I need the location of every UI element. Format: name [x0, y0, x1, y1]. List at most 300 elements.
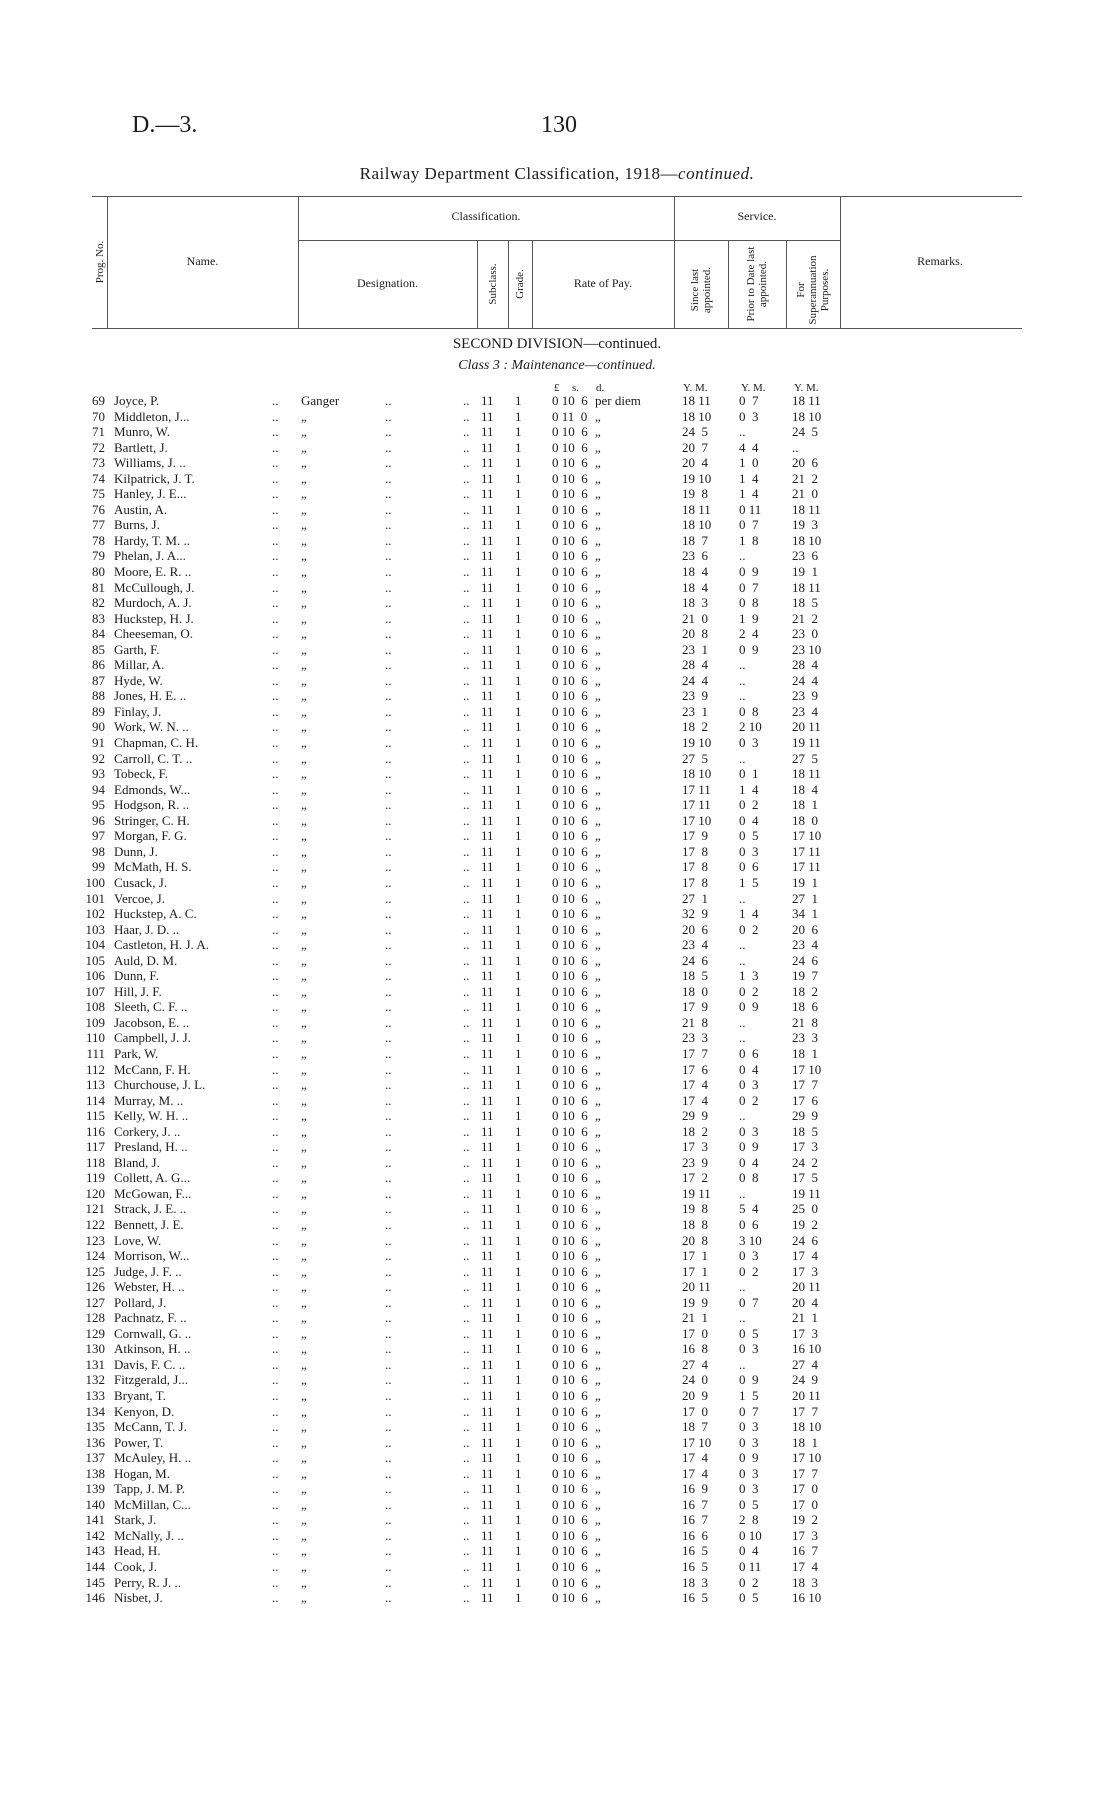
- leader-dots: ..: [272, 517, 279, 533]
- since-last-appointed: 28 4: [682, 657, 708, 673]
- table-row: [0, 1419, 1114, 1435]
- prior-to-date: 0 7: [739, 1294, 759, 1310]
- rate-of-pay: 0 10 6: [552, 688, 588, 704]
- leader-dots: ..: [463, 1325, 470, 1341]
- pay-period: „: [595, 641, 601, 657]
- prog-no: 108: [85, 999, 105, 1015]
- leader-dots: ..: [272, 906, 279, 922]
- designation: „: [301, 1372, 307, 1388]
- leader-dots: ..: [385, 1419, 392, 1435]
- designation: „: [301, 408, 307, 424]
- table-row: [0, 1481, 1114, 1497]
- leader-dots: ..: [463, 859, 470, 875]
- table-row: [0, 517, 1114, 533]
- rate-of-pay: 0 10 6: [552, 1279, 588, 1295]
- subclass: 11: [481, 1481, 494, 1497]
- pay-period: „: [595, 1559, 601, 1575]
- designation: „: [301, 470, 307, 486]
- subclass: 11: [481, 1077, 494, 1093]
- staff-name: Moore, E. R. ..: [114, 564, 192, 580]
- superannuation-service: 17 4: [792, 1559, 818, 1575]
- staff-name: Nisbet, J.: [114, 1590, 163, 1606]
- prior-to-date: 2 4: [739, 626, 759, 642]
- pay-period: „: [595, 906, 601, 922]
- grade: 1: [515, 1310, 522, 1326]
- since-last-appointed: 21 0: [682, 610, 708, 626]
- leader-dots: ..: [385, 890, 392, 906]
- leader-dots: ..: [463, 735, 470, 751]
- table-row: [0, 1201, 1114, 1217]
- rate-of-pay: 0 10 6: [552, 1216, 588, 1232]
- leader-dots: ..: [272, 1543, 279, 1559]
- grade: 1: [515, 766, 522, 782]
- rate-of-pay: 0 10 6: [552, 1077, 588, 1093]
- leader-dots: ..: [385, 1077, 392, 1093]
- since-last-appointed: 20 4: [682, 455, 708, 471]
- table-row: [0, 1046, 1114, 1062]
- superannuation-service: 24 5: [792, 424, 818, 440]
- table-row: [0, 657, 1114, 673]
- leader-dots: ..: [272, 1512, 279, 1528]
- leader-dots: ..: [272, 641, 279, 657]
- prog-no: 71: [92, 424, 105, 440]
- rate-of-pay: 0 10 6: [552, 439, 588, 455]
- prog-no: 109: [85, 1014, 105, 1030]
- prog-no: 111: [86, 1045, 105, 1061]
- leader-dots: ..: [272, 1310, 279, 1326]
- leader-dots: ..: [385, 1232, 392, 1248]
- rate-of-pay: 0 10 6: [552, 812, 588, 828]
- table-row: [0, 673, 1114, 689]
- superannuation-service: 18 10: [792, 1419, 822, 1435]
- prior-to-date: 1 3: [739, 968, 759, 984]
- prior-to-date: 0 4: [739, 1061, 759, 1077]
- superannuation-service: 18 4: [792, 781, 818, 797]
- prior-to-date: ..: [739, 672, 746, 688]
- grade: 1: [515, 1559, 522, 1575]
- superannuation-service: 21 2: [792, 470, 818, 486]
- leader-dots: ..: [385, 859, 392, 875]
- subclass: 11: [481, 393, 494, 408]
- leader-dots: ..: [272, 1154, 279, 1170]
- table-row: [0, 1015, 1114, 1031]
- superannuation-service: 18 6: [792, 999, 818, 1015]
- pay-period: „: [595, 843, 601, 859]
- leader-dots: ..: [385, 1014, 392, 1030]
- leader-dots: ..: [272, 1030, 279, 1046]
- designation: „: [301, 952, 307, 968]
- since-last-appointed: 20 6: [682, 921, 708, 937]
- staff-name: Tobeck, F.: [114, 766, 169, 782]
- prior-to-date: 0 2: [739, 921, 759, 937]
- subclass: 11: [481, 1574, 494, 1590]
- leader-dots: ..: [272, 408, 279, 424]
- table-row: [0, 1575, 1114, 1591]
- since-last-appointed: 16 9: [682, 1481, 708, 1497]
- since-last-appointed: 18 7: [682, 532, 708, 548]
- leader-dots: ..: [463, 1108, 470, 1124]
- since-last-appointed: 17 0: [682, 1325, 708, 1341]
- since-last-appointed: 16 7: [682, 1512, 708, 1528]
- grade: 1: [515, 1512, 522, 1528]
- prior-to-date: 0 3: [739, 1434, 759, 1450]
- table-row: [0, 455, 1114, 471]
- rate-of-pay: 0 11 0: [552, 408, 588, 424]
- prog-no: 142: [85, 1527, 105, 1543]
- prior-to-date: ..: [739, 424, 746, 440]
- designation: „: [301, 999, 307, 1015]
- grade: 1: [515, 501, 522, 517]
- rate-of-pay: 0 10 6: [552, 610, 588, 626]
- subclass: 11: [481, 999, 494, 1015]
- leader-dots: ..: [463, 1154, 470, 1170]
- leader-dots: ..: [463, 1045, 470, 1061]
- grade: 1: [515, 843, 522, 859]
- leader-dots: ..: [385, 688, 392, 704]
- prog-no: 132: [85, 1372, 105, 1388]
- leader-dots: ..: [272, 1403, 279, 1419]
- prog-no: 87: [92, 672, 105, 688]
- pay-period: „: [595, 1030, 601, 1046]
- superannuation-heading: For Superannuation Purposes.: [795, 255, 831, 325]
- grade: 1: [515, 703, 522, 719]
- leader-dots: ..: [463, 1543, 470, 1559]
- leader-dots: ..: [272, 1559, 279, 1575]
- staff-name: Pollard, J.: [114, 1294, 167, 1310]
- leader-dots: ..: [385, 1527, 392, 1543]
- leader-dots: ..: [463, 1232, 470, 1248]
- subclass: 11: [481, 843, 494, 859]
- rate-of-pay: 0 10 6: [552, 501, 588, 517]
- rate-of-pay: 0 10 6: [552, 548, 588, 564]
- superannuation-service: 19 11: [792, 735, 821, 751]
- designation: „: [301, 1310, 307, 1326]
- designation: „: [301, 1061, 307, 1077]
- pay-period: „: [595, 1512, 601, 1528]
- prior-to-date-heading: Prior to Date last appointed.: [745, 246, 769, 322]
- leader-dots: ..: [272, 1108, 279, 1124]
- staff-name: Perry, R. J. ..: [114, 1574, 182, 1590]
- leader-dots: ..: [385, 1216, 392, 1232]
- leader-dots: ..: [272, 952, 279, 968]
- table-row: [0, 1435, 1114, 1451]
- subclass: 11: [481, 439, 494, 455]
- leader-dots: ..: [463, 828, 470, 844]
- pay-period: „: [595, 1450, 601, 1466]
- staff-name: Murray, M. ..: [114, 1092, 184, 1108]
- pay-period: „: [595, 735, 601, 751]
- staff-name: Munro, W.: [114, 424, 170, 440]
- designation: „: [301, 937, 307, 953]
- superannuation-service: 17 6: [792, 1092, 818, 1108]
- staff-name: McMillan, C...: [114, 1496, 191, 1512]
- leader-dots: ..: [385, 610, 392, 626]
- table-row: [0, 1326, 1114, 1342]
- pay-period: „: [595, 874, 601, 890]
- pay-period: „: [595, 1201, 601, 1217]
- leader-dots: ..: [385, 1045, 392, 1061]
- staff-name: Williams, J. ..: [114, 455, 186, 471]
- leader-dots: ..: [385, 1201, 392, 1217]
- pay-period: „: [595, 1543, 601, 1559]
- designation: „: [301, 750, 307, 766]
- leader-dots: ..: [272, 812, 279, 828]
- designation: „: [301, 906, 307, 922]
- prior-to-date: 0 3: [739, 1341, 759, 1357]
- rate-of-pay: 0 10 6: [552, 781, 588, 797]
- staff-name: Strack, J. E. ..: [114, 1201, 187, 1217]
- subclass: 11: [481, 906, 494, 922]
- grade: 1: [515, 564, 522, 580]
- subclass: 11: [481, 626, 494, 642]
- table-row: [0, 564, 1114, 580]
- table-row: [0, 595, 1114, 611]
- since-last-appointed: 32 9: [682, 906, 708, 922]
- grade: 1: [515, 657, 522, 673]
- subclass: 11: [481, 766, 494, 782]
- staff-name: Tapp, J. M. P.: [114, 1481, 185, 1497]
- rate-of-pay: 0 10 6: [552, 843, 588, 859]
- since-last-appointed: 18 10: [682, 766, 712, 782]
- pay-period: „: [595, 688, 601, 704]
- table-row: [0, 1155, 1114, 1171]
- prog-no: 128: [85, 1310, 105, 1326]
- leader-dots: ..: [463, 657, 470, 673]
- since-last-appointed: 19 8: [682, 486, 708, 502]
- prog-no: 101: [85, 890, 105, 906]
- leader-dots: ..: [385, 1170, 392, 1186]
- col-divider-8: [786, 240, 787, 328]
- leader-dots: ..: [385, 812, 392, 828]
- pay-period: „: [595, 564, 601, 580]
- superannuation-service: 27 1: [792, 890, 818, 906]
- superannuation-service: 18 10: [792, 532, 822, 548]
- leader-dots: ..: [272, 1263, 279, 1279]
- subclass: 11: [481, 781, 494, 797]
- designation: „: [301, 1590, 307, 1606]
- leader-dots: ..: [272, 1248, 279, 1264]
- prior-to-date: ..: [739, 657, 746, 673]
- leader-dots: ..: [463, 1077, 470, 1093]
- leader-dots: ..: [463, 424, 470, 440]
- prog-no: 99: [92, 859, 105, 875]
- grade: 1: [515, 890, 522, 906]
- superannuation-service: 18 3: [792, 1574, 818, 1590]
- prior-to-date: 1 8: [739, 532, 759, 548]
- grade: 1: [515, 1139, 522, 1155]
- pay-period: „: [595, 1496, 601, 1512]
- prior-to-date: 0 2: [739, 1263, 759, 1279]
- grade: 1: [515, 1527, 522, 1543]
- staff-name: Stringer, C. H.: [114, 812, 190, 828]
- table-row: [0, 1543, 1114, 1559]
- rate-of-pay: 0 10 6: [552, 1201, 588, 1217]
- subclass: 11: [481, 532, 494, 548]
- superannuation-service: 24 9: [792, 1372, 818, 1388]
- since-last-appointed: 21 1: [682, 1310, 708, 1326]
- designation: „: [301, 1170, 307, 1186]
- leader-dots: ..: [463, 719, 470, 735]
- grade: 1: [515, 1279, 522, 1295]
- leader-dots: ..: [385, 486, 392, 502]
- table-row: [0, 1388, 1114, 1404]
- prog-no: 102: [85, 906, 105, 922]
- superannuation-service: 17 7: [792, 1403, 818, 1419]
- grade: 1: [515, 1356, 522, 1372]
- prior-to-date: 0 3: [739, 1248, 759, 1264]
- pay-period: „: [595, 1434, 601, 1450]
- designation: „: [301, 968, 307, 984]
- classification-heading: Classification.: [451, 209, 521, 223]
- grade: 1: [515, 812, 522, 828]
- leader-dots: ..: [463, 843, 470, 859]
- rate-of-pay: 0 10 6: [552, 1045, 588, 1061]
- pay-period: „: [595, 1419, 601, 1435]
- grade: 1: [515, 1496, 522, 1512]
- table-row: [0, 937, 1114, 953]
- superannuation-service: 17 10: [792, 1450, 822, 1466]
- designation: „: [301, 564, 307, 580]
- staff-name: Bland, J.: [114, 1154, 160, 1170]
- pay-period: „: [595, 781, 601, 797]
- leader-dots: ..: [272, 1294, 279, 1310]
- staff-name: Love, W.: [114, 1232, 162, 1248]
- rate-of-pay: 0 10 6: [552, 1092, 588, 1108]
- designation: „: [301, 657, 307, 673]
- subclass: 11: [481, 1045, 494, 1061]
- staff-name: Dunn, F.: [114, 968, 159, 984]
- superannuation-service: 19 3: [792, 517, 818, 533]
- prior-to-date: 0 9: [739, 1450, 759, 1466]
- subclass: 11: [481, 470, 494, 486]
- superannuation-service: 18 10: [792, 408, 822, 424]
- prog-no: 81: [92, 579, 105, 595]
- pay-period: „: [595, 952, 601, 968]
- superannuation-service: 17 3: [792, 1139, 818, 1155]
- since-last-appointed: 19 10: [682, 735, 712, 751]
- grade: 1: [515, 1543, 522, 1559]
- prior-to-date: 0 7: [739, 393, 759, 408]
- rate-of-pay: 0 10 6: [552, 906, 588, 922]
- leader-dots: ..: [272, 1496, 279, 1512]
- rate-of-pay: 0 10 6: [552, 983, 588, 999]
- subclass: 11: [481, 1310, 494, 1326]
- leader-dots: ..: [463, 595, 470, 611]
- leader-dots: ..: [272, 1061, 279, 1077]
- since-last-appointed: 18 10: [682, 517, 712, 533]
- prior-to-date: 1 4: [739, 486, 759, 502]
- staff-name: Webster, H. ..: [114, 1279, 185, 1295]
- leader-dots: ..: [272, 750, 279, 766]
- leader-dots: ..: [272, 579, 279, 595]
- rate-of-pay: 0 10 6: [552, 921, 588, 937]
- leader-dots: ..: [272, 595, 279, 611]
- prog-no: 84: [92, 626, 105, 642]
- leader-dots: ..: [463, 1481, 470, 1497]
- prog-no: 97: [92, 828, 105, 844]
- prog-no: 116: [85, 1123, 105, 1139]
- table-row: [0, 1497, 1114, 1513]
- leader-dots: ..: [385, 393, 392, 408]
- table-row: [0, 751, 1114, 767]
- prior-to-date: 0 5: [739, 1496, 759, 1512]
- since-last-appointed: 16 5: [682, 1559, 708, 1575]
- pay-period: „: [595, 1325, 601, 1341]
- leader-dots: ..: [463, 1263, 470, 1279]
- leader-dots: ..: [463, 906, 470, 922]
- leader-dots: ..: [272, 999, 279, 1015]
- leader-dots: ..: [385, 439, 392, 455]
- subclass: 11: [481, 1092, 494, 1108]
- grade: 1: [515, 1590, 522, 1606]
- table-row: [0, 859, 1114, 875]
- subclass: 11: [481, 548, 494, 564]
- table-row: [0, 1139, 1114, 1155]
- leader-dots: ..: [272, 1356, 279, 1372]
- prior-to-date: 2 10: [739, 719, 762, 735]
- grade: 1: [515, 1325, 522, 1341]
- prior-to-date: 1 5: [739, 1388, 759, 1403]
- prog-no: 127: [85, 1294, 105, 1310]
- leader-dots: ..: [385, 750, 392, 766]
- table-row: [0, 719, 1114, 735]
- leader-dots: ..: [463, 1372, 470, 1388]
- rate-of-pay: 0 10 6: [552, 1170, 588, 1186]
- superannuation-service: 18 1: [792, 797, 818, 813]
- grade-heading: Grade.: [514, 269, 526, 299]
- leader-dots: ..: [463, 672, 470, 688]
- leader-dots: ..: [385, 719, 392, 735]
- leader-dots: ..: [463, 1216, 470, 1232]
- grade: 1: [515, 719, 522, 735]
- prog-no: 113: [85, 1077, 105, 1093]
- superannuation-service: 17 3: [792, 1263, 818, 1279]
- staff-name: Burns, J.: [114, 517, 160, 533]
- subclass: 11: [481, 1465, 494, 1481]
- subclass: 11: [481, 983, 494, 999]
- table-row: [0, 1310, 1114, 1326]
- leader-dots: ..: [272, 1077, 279, 1093]
- col-divider-4: [508, 240, 509, 328]
- prog-no: 80: [92, 564, 105, 580]
- superannuation-service: 24 4: [792, 672, 818, 688]
- superannuation-service: 25 0: [792, 1201, 818, 1217]
- prior-to-date: 0 3: [739, 735, 759, 751]
- pay-period: „: [595, 1403, 601, 1419]
- subclass: 11: [481, 890, 494, 906]
- since-last-appointed: 23 4: [682, 937, 708, 953]
- staff-name: Finlay, J.: [114, 703, 162, 719]
- subclass: 11: [481, 797, 494, 813]
- pay-period: „: [595, 579, 601, 595]
- rate-of-pay: 0 10 6: [552, 750, 588, 766]
- rate-of-pay: 0 10 6: [552, 1310, 588, 1326]
- staff-name: Cusack, J.: [114, 874, 168, 890]
- leader-dots: ..: [272, 843, 279, 859]
- table-row: [0, 1590, 1114, 1606]
- subclass: 11: [481, 424, 494, 440]
- rate-of-pay: 0 10 6: [552, 999, 588, 1015]
- leader-dots: ..: [463, 1356, 470, 1372]
- leader-dots: ..: [385, 1356, 392, 1372]
- designation: „: [301, 1496, 307, 1512]
- rate-of-pay: 0 10 6: [552, 937, 588, 953]
- grade: 1: [515, 486, 522, 502]
- pay-period: „: [595, 672, 601, 688]
- prog-no: 100: [85, 874, 105, 890]
- page-number: 130: [541, 112, 577, 138]
- designation: „: [301, 455, 307, 471]
